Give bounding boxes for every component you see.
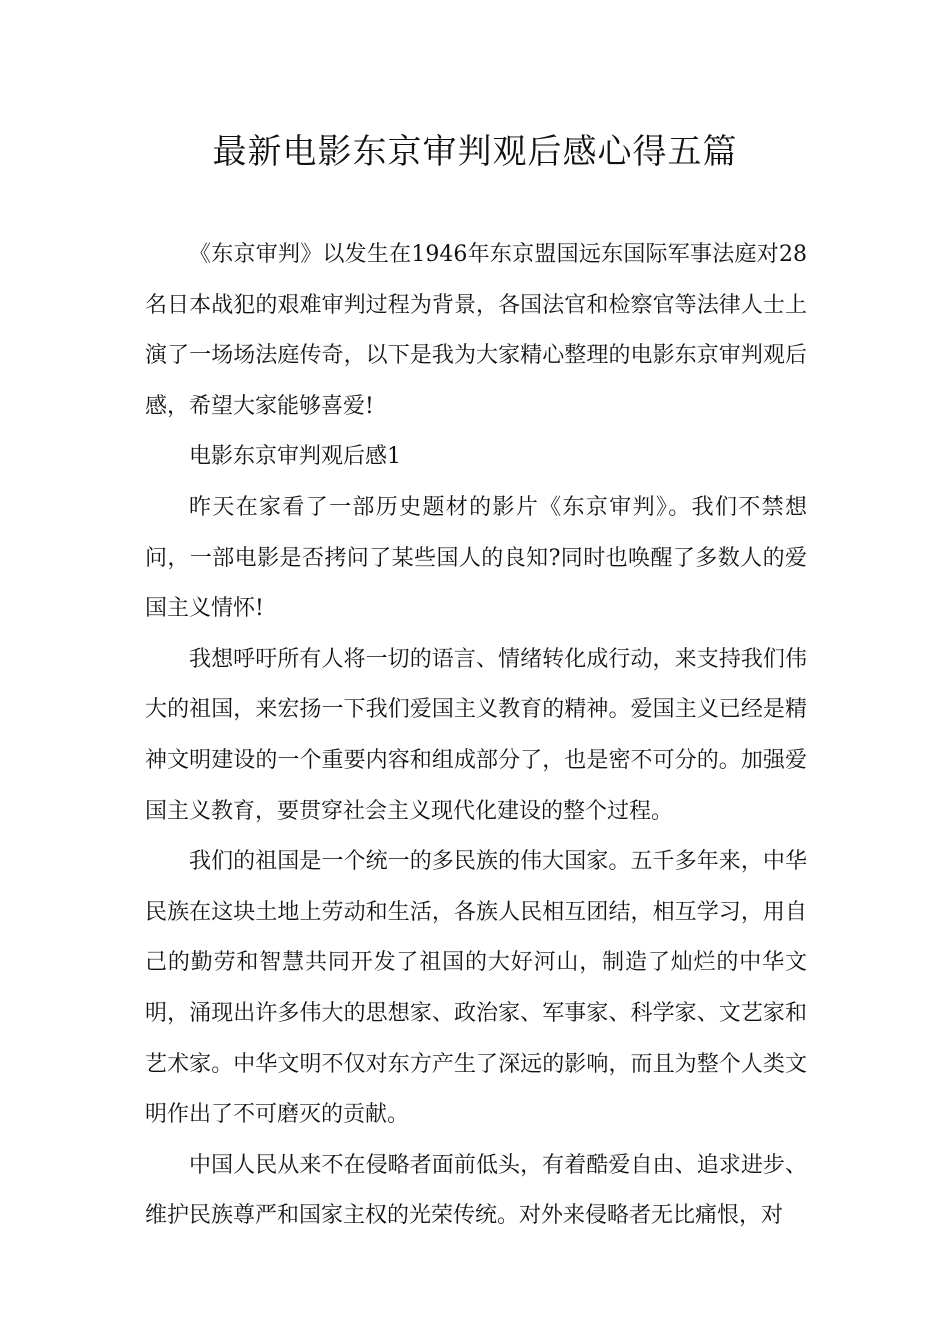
- body-paragraph-3: 我们的祖国是一个统一的多民族的伟大国家。五千多年来，中华民族在这块土地上劳动和生活，各族人民相互团结，相互学习，用自己的勤劳和智慧共同开发了祖国的大好河山，制造了灿烂的中华文明，涌现出许多伟大的思想家、政治家、军事家、科学家、文艺家和艺术家。中华文明不仅对东方产生了深远的影响，而且为整个人类文明作出了不可磨灭的贡献。: [145, 849, 807, 1128]
- document-body: [145, 230, 807, 1242]
- body-paragraph-1: 昨天在家看了一部历史题材的影片《东京审判》。我们不禁想问，一部电影是否拷问了某些国人的良知?同时也唤醒了多数人的爱国主义情怀!: [145, 494, 807, 622]
- body-paragraph-2: 我想呼吁所有人将一切的语言、情绪转化成行动，来支持我们伟大的祖国，来宏扬一下我们爱国主义教育的精神。爱国主义已经是精神文明建设的一个重要内容和组成部分了，也是密不可分的。加强爱国主义教育，要贯穿社会主义现代化建设的整个过程。: [145, 646, 807, 824]
- intro-paragraph: 《东京审判》以发生在1946年东京盟国远东国际军事法庭对28名日本战犯的艰难审判过程为背景，各国法官和检察官等法律人士上演了一场场法庭传奇，以下是我为大家精心整理的电影东京审判观后感，希望大家能够喜爱!: [145, 242, 807, 419]
- section-heading-1: 电影东京审判观后感1: [189, 444, 401, 470]
- body-paragraph-4: 中国人民从来不在侵略者面前低头，有着酷爱自由、追求进步、维护民族尊严和国家主权的光荣传统。对外来侵略者无比痛恨，对: [145, 1152, 807, 1229]
- document-title: 最新电影东京审判观后感心得五篇: [212, 132, 738, 172]
